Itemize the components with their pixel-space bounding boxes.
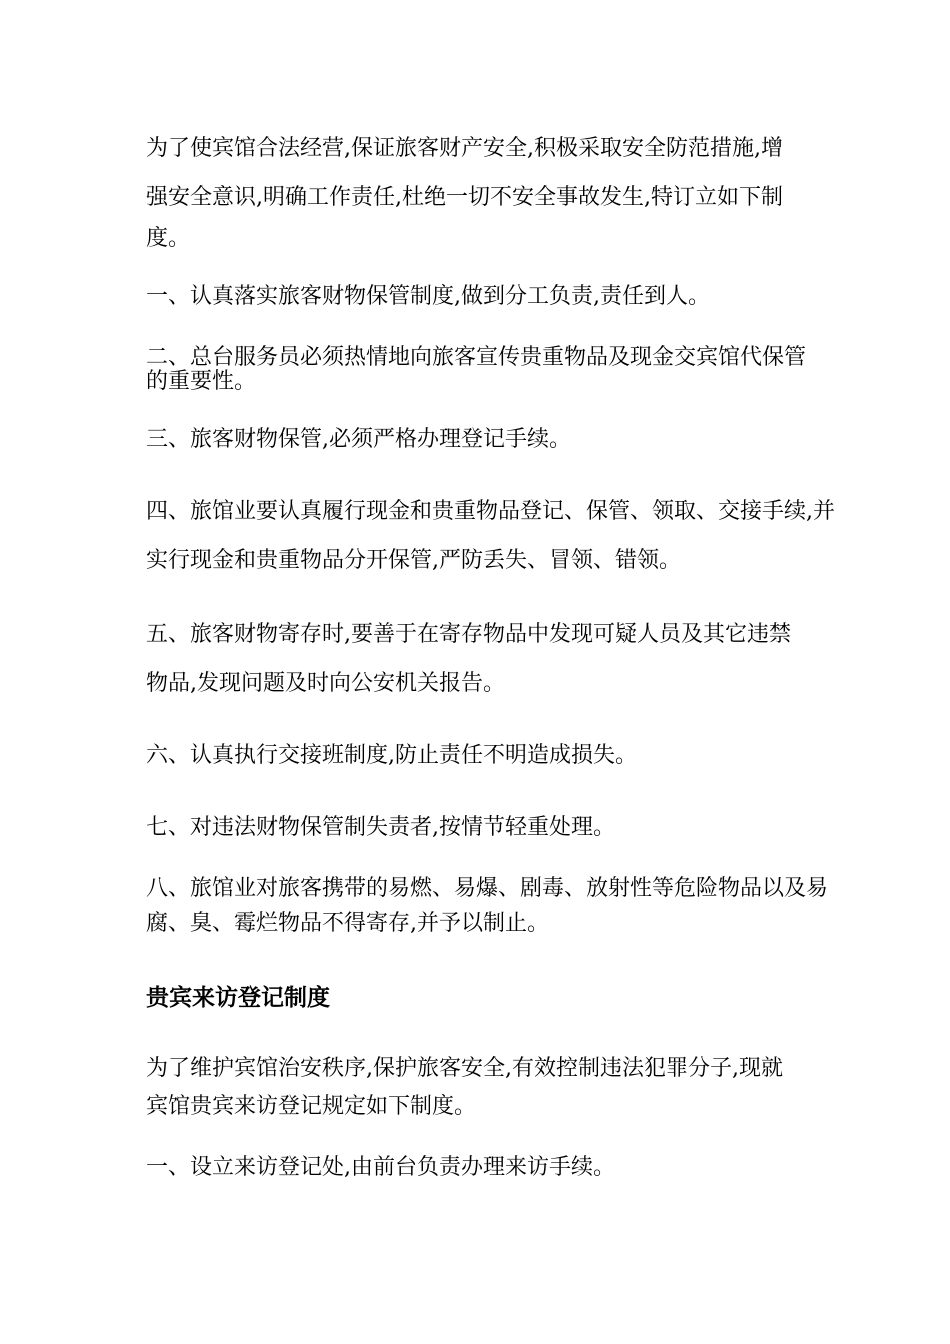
rule-item-5-line-1: 五、旅客财物寄存时,要善于在寄存物品中发现可疑人员及其它违禁 xyxy=(146,622,791,647)
section-heading: 贵宾来访登记制度 xyxy=(146,985,330,1011)
rule-item-6-line-1: 六、认真执行交接班制度,防止责任不明造成损失。 xyxy=(146,743,637,768)
rule-item-7-line-1: 七、对违法财物保管制失责者,按情节轻重处理。 xyxy=(146,815,615,840)
rule-item-3-line-1: 三、旅客财物保管,必须严格办理登记手续。 xyxy=(146,427,571,452)
rule-item-8-line-1: 八、旅馆业对旅客携带的易燃、易爆、剧毒、放射性等危险物品以及易 xyxy=(146,876,829,901)
intro-line-2: 强安全意识,明确工作责任,杜绝一切不安全事故发生,特订立如下制 xyxy=(146,185,783,210)
intro-line-1: 为了使宾馆合法经营,保证旅客财产安全,积极采取安全防范措施,增 xyxy=(146,136,783,161)
rule-item-1-line-1: 一、认真落实旅客财物保管制度,做到分工负责,责任到人。 xyxy=(146,284,710,309)
rule-item-2-line-2: 的重要性。 xyxy=(146,369,257,394)
rule-item-4-line-1: 四、旅馆业要认真履行现金和贵重物品登记、保管、领取、交接手续,并 xyxy=(146,499,835,524)
intro-line-3: 度。 xyxy=(146,226,191,251)
rule-item-2-line-1: 二、总台服务员必须热情地向旅客宣传贵重物品及现金交宾馆代保管 xyxy=(146,345,807,370)
rule-item-4-line-2: 实行现金和贵重物品分开保管,严防丢失、冒领、错领。 xyxy=(146,548,681,573)
rule-item-5-line-2: 物品,发现问题及时向公安机关报告。 xyxy=(146,671,505,696)
section2-item-1-line-1: 一、设立来访登记处,由前台负责办理来访手续。 xyxy=(146,1155,615,1180)
rule-item-8-line-2: 腐、臭、霉烂物品不得寄存,并予以制止。 xyxy=(146,911,549,936)
section2-intro-line-2: 宾馆贵宾来访登记规定如下制度。 xyxy=(146,1094,477,1119)
section2-intro-line-1: 为了维护宾馆治安秩序,保护旅客安全,有效控制违法犯罪分子,现就 xyxy=(146,1056,783,1081)
